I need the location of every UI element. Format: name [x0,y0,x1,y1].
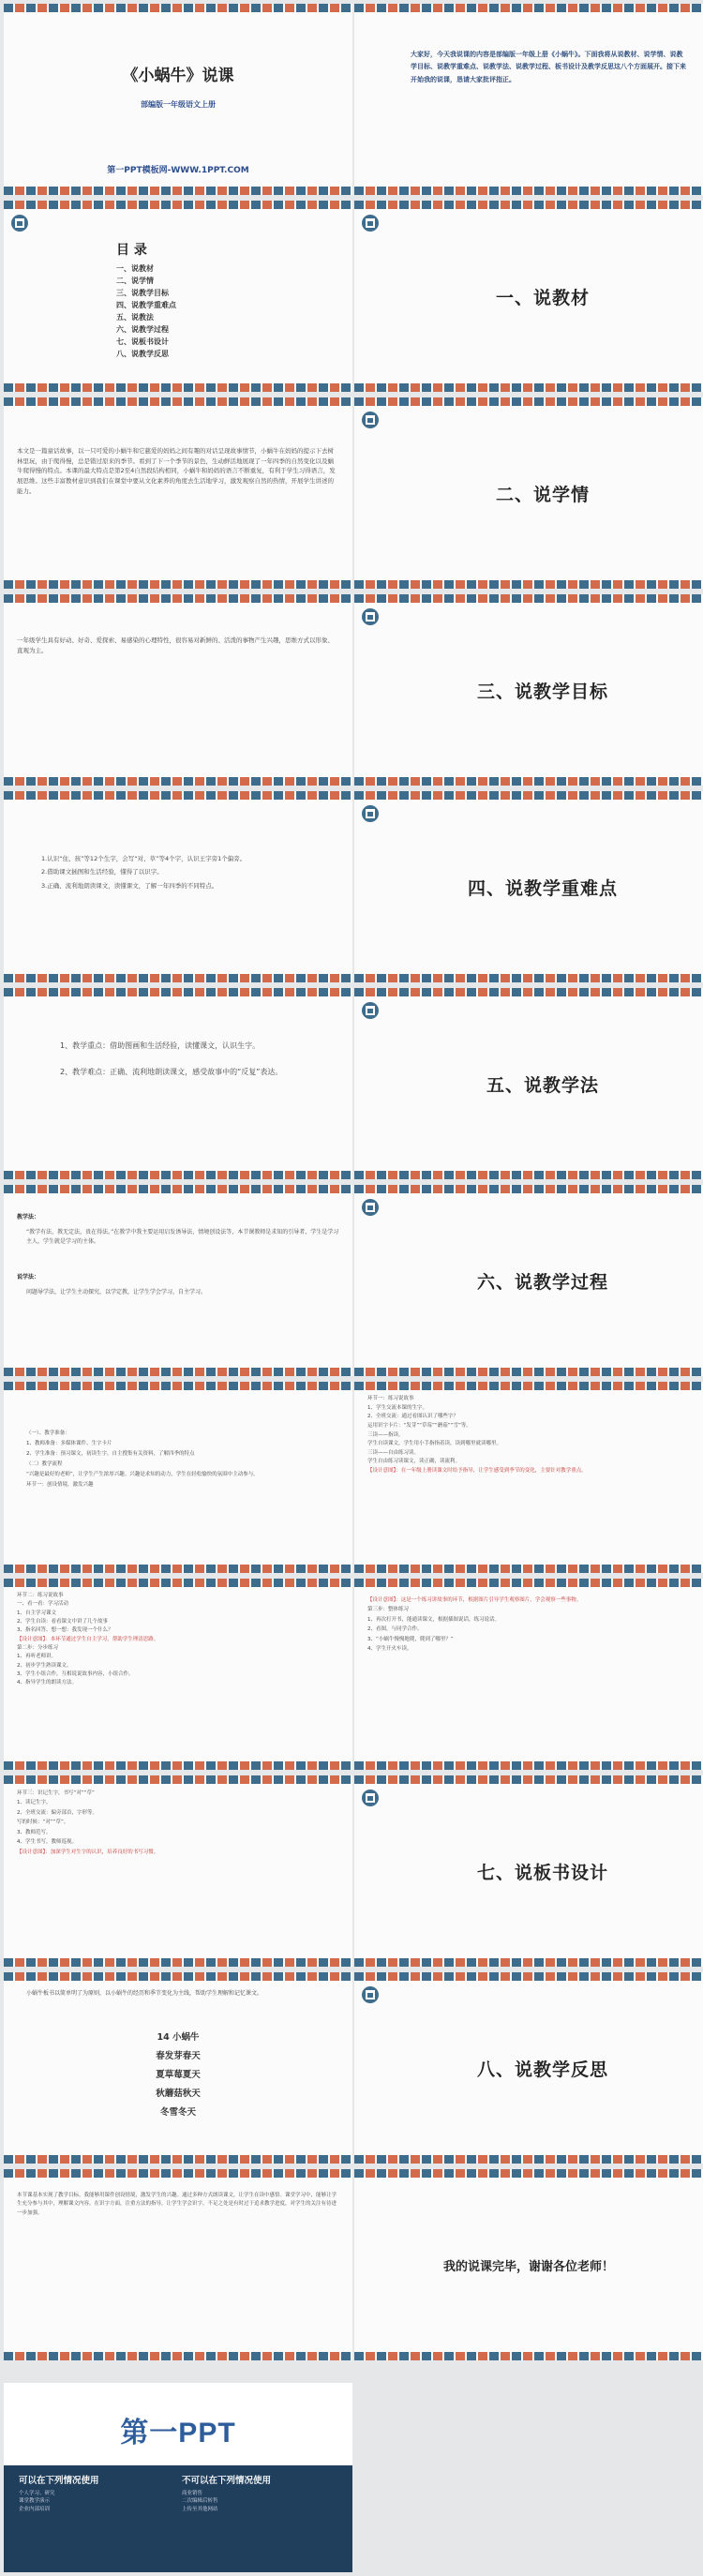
slide-zhongnandian [4,988,352,1179]
guocheng-1-list [26,1429,339,1490]
can-item: 企业内部培训 [19,2506,51,2512]
emblem-icon [362,608,379,625]
slide-final [354,2169,703,2360]
guocheng-line: 三读——自由练习读。 [367,1449,420,1456]
guocheng-line: 环节三：识记生字，书写“对”“草” [17,1790,95,1796]
slide-section-4 [354,791,703,982]
guocheng-line: 3、学生小组合作，互相说说故事内容，小组合作。 [17,1671,134,1678]
toc-item[interactable]: 七、说板书设计 [116,337,169,346]
guocheng-line: 三读——指读。 [367,1431,404,1438]
slide-xueqing [4,594,352,786]
banshu-line: 冬雪冬天 [159,2106,196,2118]
guocheng-line: 3、“小蜗牛慢慢地爬，爬到了哪里？” [367,1636,454,1642]
section-title: 五、说教学法 [486,1074,599,1096]
emblem-icon [362,412,379,428]
can-item: 个人学习、研究 [19,2491,55,2496]
section-title: 七、说板书设计 [476,1862,608,1883]
emblem-icon [362,1002,379,1019]
fansi-text: 本节课基本实现了教学目标。我能够用课件创设情境，激发学生的兴趣。通过多种方式朗读课文，让学生在读中感悟。课堂学习中，能够让学生充分参与其中，理解课文内容。在识字方面，注重方法的指导，让学生学会识字。不足之处是有时过于追求教学进度，对学生的关注有待进一步加强。 [17,2193,337,2216]
xueqing-text: 一年级学生具有好动、好奇、爱探索、易感染的心理特性，很容易对新鲜的、活泼的事物产生兴趣，思维方式以形象、直观为主。 [17,637,334,654]
guocheng-line: 1、再次打开书，能通读课文，根据插图说话，练习说话。 [367,1616,501,1623]
guocheng-line: 1、学生交流本课的生字。 [367,1404,428,1411]
design-intent: 【设计意图】：加深学生对生字的认识，培养良好的书写习惯。 [17,1849,159,1855]
section-title: 八、说教学反思 [476,2059,608,2080]
guocheng-line: 2、看图，与同学合作。 [367,1626,423,1633]
can-use-title: 可以在下列情况使用 [19,2476,99,2486]
slide-cover [4,4,352,195]
banshu-line: 秋蘑菇秋天 [156,2088,201,2099]
toc-item[interactable]: 一、说教材 [116,264,154,273]
toc [116,240,176,360]
guocheng-line: 2、全班交流：偏旁部首，字形等。 [17,1809,98,1816]
slide-banshu [4,1972,352,2164]
design-intent: 【设计意图】：在一年级上册读课文时给予指导，让学生感受到季节的变化，主要针对教学重点。 [367,1468,587,1474]
jiaofa-text: “教学有法，教无定法，贵在得法。”在教学中我主要运用启发诱导法，情境创设法等，本节课教师是求知的引导者，学生是学习主人，学生就是学习的主体。 [26,1228,339,1245]
slide-section-2 [354,397,703,589]
guocheng-line: “兴趣是最好的老师”，让学生产生浓厚兴趣。兴趣是求知的动力，学生在轻松愉快的氛围中主动参与。 [26,1472,259,1477]
banshu-board [4,2029,352,2122]
guocheng-line: 1、自主学习课文 [17,1610,56,1616]
nandian-text: 2、教学难点：正确、流利地朗读课文，感受故事中的“反复”表达。 [60,1068,283,1077]
slide-section-3 [354,594,703,786]
toc-item[interactable]: 二、说学情 [116,277,154,285]
guocheng-line: 环节一：创设情境，激发兴趣 [26,1482,94,1488]
guocheng-line: （二）教学流程 [26,1461,63,1467]
section-title: 一、说教材 [495,287,590,308]
slide-section-1 [354,201,703,392]
slide-jiaoxuefa [4,1185,352,1376]
toc-item[interactable]: 六、说教学过程 [116,325,169,334]
emblem-icon [362,1986,379,2003]
guocheng-line: 写的时候：“对”“草”。 [17,1820,69,1826]
jiaofa-heading: 教学法： [17,1214,40,1221]
cover-title: 《小蜗牛》说课 [122,67,234,85]
jiaoxuefa-block [17,1213,339,1296]
slide-guocheng-1 [4,1382,352,1573]
cannot-item: 商业销售 [182,2491,203,2496]
toc-item[interactable]: 五、说教法 [116,313,154,322]
slide-guocheng-2 [354,1382,703,1573]
xuefa-heading: 说学法： [17,1273,40,1281]
banshu-line: 春发芽春天 [156,2050,201,2061]
cover-subtitle: 部编版一年级语文上册 [141,100,216,109]
section-title: 二、说学情 [495,484,590,505]
emblem-icon [362,1790,379,1806]
guocheng-line: 一、看一看：学习活动 [17,1601,69,1608]
guocheng-line: 2、初步学生熟读课文。 [17,1662,72,1669]
can-use-list [19,2490,55,2513]
slide-mubiao [4,791,352,982]
guocheng-line: 环节一：练习说故事 [367,1396,414,1401]
toc-item[interactable]: 八、说教学反思 [116,350,169,358]
slide-guocheng-4 [354,1579,703,1770]
guocheng-line: （一）、教学准备： [26,1430,70,1436]
section-title: 三、说教学目标 [476,681,608,702]
intro-text: 大家好，今天我说课的内容是部编版一年级上册《小蜗牛》。下面我将从说教材、说学情、说教学目标、说教学重难点、说教学法、说教学过程、板书设计及教学反思这八个方面展开。接下来开始我的说课，恳请大家批评指正。 [411,51,686,83]
guocheng-line: 4、学生开火车读。 [367,1646,412,1653]
emblem-icon [11,215,28,232]
guocheng-line: 1、再听老师讲。 [17,1654,56,1660]
cannot-item: 上传至其他网站 [182,2506,218,2512]
slide-section-7 [354,1775,703,1967]
slide-toc [4,201,352,392]
mubiao-list [41,852,339,892]
cannot-use-list [182,2490,218,2513]
guocheng-line: 环节二：练习说故事 [17,1593,64,1598]
slide-section-8 [354,1972,703,2164]
mubiao-item: 1.认识“住、孩”等12个生字，会写“对、草”等4个字，认识王字旁1个偏旁。 [41,855,247,862]
brand-footer [4,2383,352,2572]
cannot-use-title: 不可以在下列情况使用 [182,2476,272,2486]
brand-logo[interactable]: 第一PPT [120,2418,236,2449]
guocheng-line: 第二步：分步练习 [17,1645,59,1652]
guocheng-2-list [367,1395,694,1476]
guocheng-line: 第三步：整体练习 [367,1607,410,1613]
banshu-line: 夏草莓夏天 [156,2069,201,2080]
can-item: 课堂教学演示 [19,2498,51,2505]
emblem-icon [362,215,379,232]
slide-section-6 [354,1185,703,1376]
mubiao-item: 2.借助课文插图和生活经验，懂得了以识字。 [41,868,163,876]
closing-text: 我的说课完毕，谢谢各位老师！ [442,2259,614,2274]
guocheng-5-list [17,1789,343,1857]
cover-website: 第一PPT模板网-WWW.1PPT.COM [107,166,249,175]
toc-item[interactable]: 三、说教学目标 [116,289,169,297]
guocheng-line: 3、指名回答、想一想：我发现一个什么？ [17,1627,113,1634]
slide-section-5 [354,988,703,1179]
emblem-icon [362,1199,379,1216]
guocheng-line: 运用识字卡片：“发芽”“草莓”“蘑菇”“雪”等。 [367,1422,471,1429]
zhongdian-text: 1、教学重点：借助图画和生活经验，读懂课文，认识生字。 [60,1041,261,1050]
banshu-intro: 小蜗牛板书以简单明了为原则，以小蜗牛的经历和季节变化为主线，帮助学生理解和记忆课文。 [26,1990,263,1997]
guocheng-line: 1、读记生字。 [17,1800,52,1806]
xuefa-text: 问题导学法，让学生主动探究，以学定教，让学生学会学习，自主学习。 [26,1288,207,1295]
slide-intro [354,4,703,195]
guocheng-3-list [17,1592,343,1688]
guocheng-line: 学生自由练习读课文，读正确，读流利。 [367,1459,461,1465]
toc-item[interactable]: 四、说教学重难点 [116,301,176,309]
slide-guocheng-5 [4,1775,352,1967]
slide-jiaocai [4,397,352,589]
emblem-icon [362,805,379,822]
design-intent: 【设计意图】：本环节通过学生自主学习，帮助学生理清思路。 [17,1636,159,1642]
guocheng-line: 1、教师准备：多媒体课件、生字卡片 [26,1441,112,1446]
guocheng-line: 2、全班交流：通过看图认识了哪些字？ [367,1414,459,1420]
section-title: 六、说教学过程 [476,1271,608,1293]
guocheng-line: 2、学生准备：预习课文，初读生字，自主搜集有关资料，了解四季的特点 [26,1451,195,1457]
cannot-item: 二次编辑后转售 [182,2498,218,2505]
slide-guocheng-3 [4,1579,352,1770]
zhongnandian-list [60,1040,334,1080]
slide-fansi [4,2169,352,2360]
guocheng-line: 2、学生自读：看看课文中讲了几个故事 [17,1619,109,1625]
design-intent: 【设计意图】：这是一个练习讲故事的环节，根据图片引导学生观察图片，学会观察一些事物。 [367,1597,582,1603]
toc-title: 目 录 [116,243,147,258]
guocheng-line: 学生自读课文，学生用小手指指着读，读到哪里就读哪里。 [367,1441,502,1447]
guocheng-line: 3、教师范写。 [17,1829,52,1835]
mubiao-item: 3.正确、流利地朗读课文，读懂课文，了解一年四季的不同特点。 [41,881,218,890]
banshu-title: 14 小蜗牛 [157,2032,200,2043]
usage-terms [4,2465,352,2572]
jiaocai-text: 本文是一篇童话故事，以一只可爱的小蜗牛和它慈爱的妈妈之间有趣的对话呈现故事情节，小蜗牛在妈妈的提示下去树林里玩，由于爬得慢，总是错过原来的季节。看到了下一个季节的景色，生动鲜活地展现了一年四季的自然变化以及蜗牛爬得慢的特点。本课的最大特点是第2至4自然段结构相同，小蜗牛和妈妈的语言不断重复，有利于学生习得语言，发展思维。这些丰富教材意识到我们在课堂中要从文化素养的角度去生活地学习，激发观察自然的热情，开展学生讲述的能力。 [17,447,336,495]
guocheng-4-list [367,1595,694,1655]
guocheng-line: 4、指导学生的朗读方法。 [17,1680,78,1686]
section-title: 四、说教学重难点 [467,877,618,899]
guocheng-line: 4、学生书写，教师巡视。 [17,1839,78,1846]
